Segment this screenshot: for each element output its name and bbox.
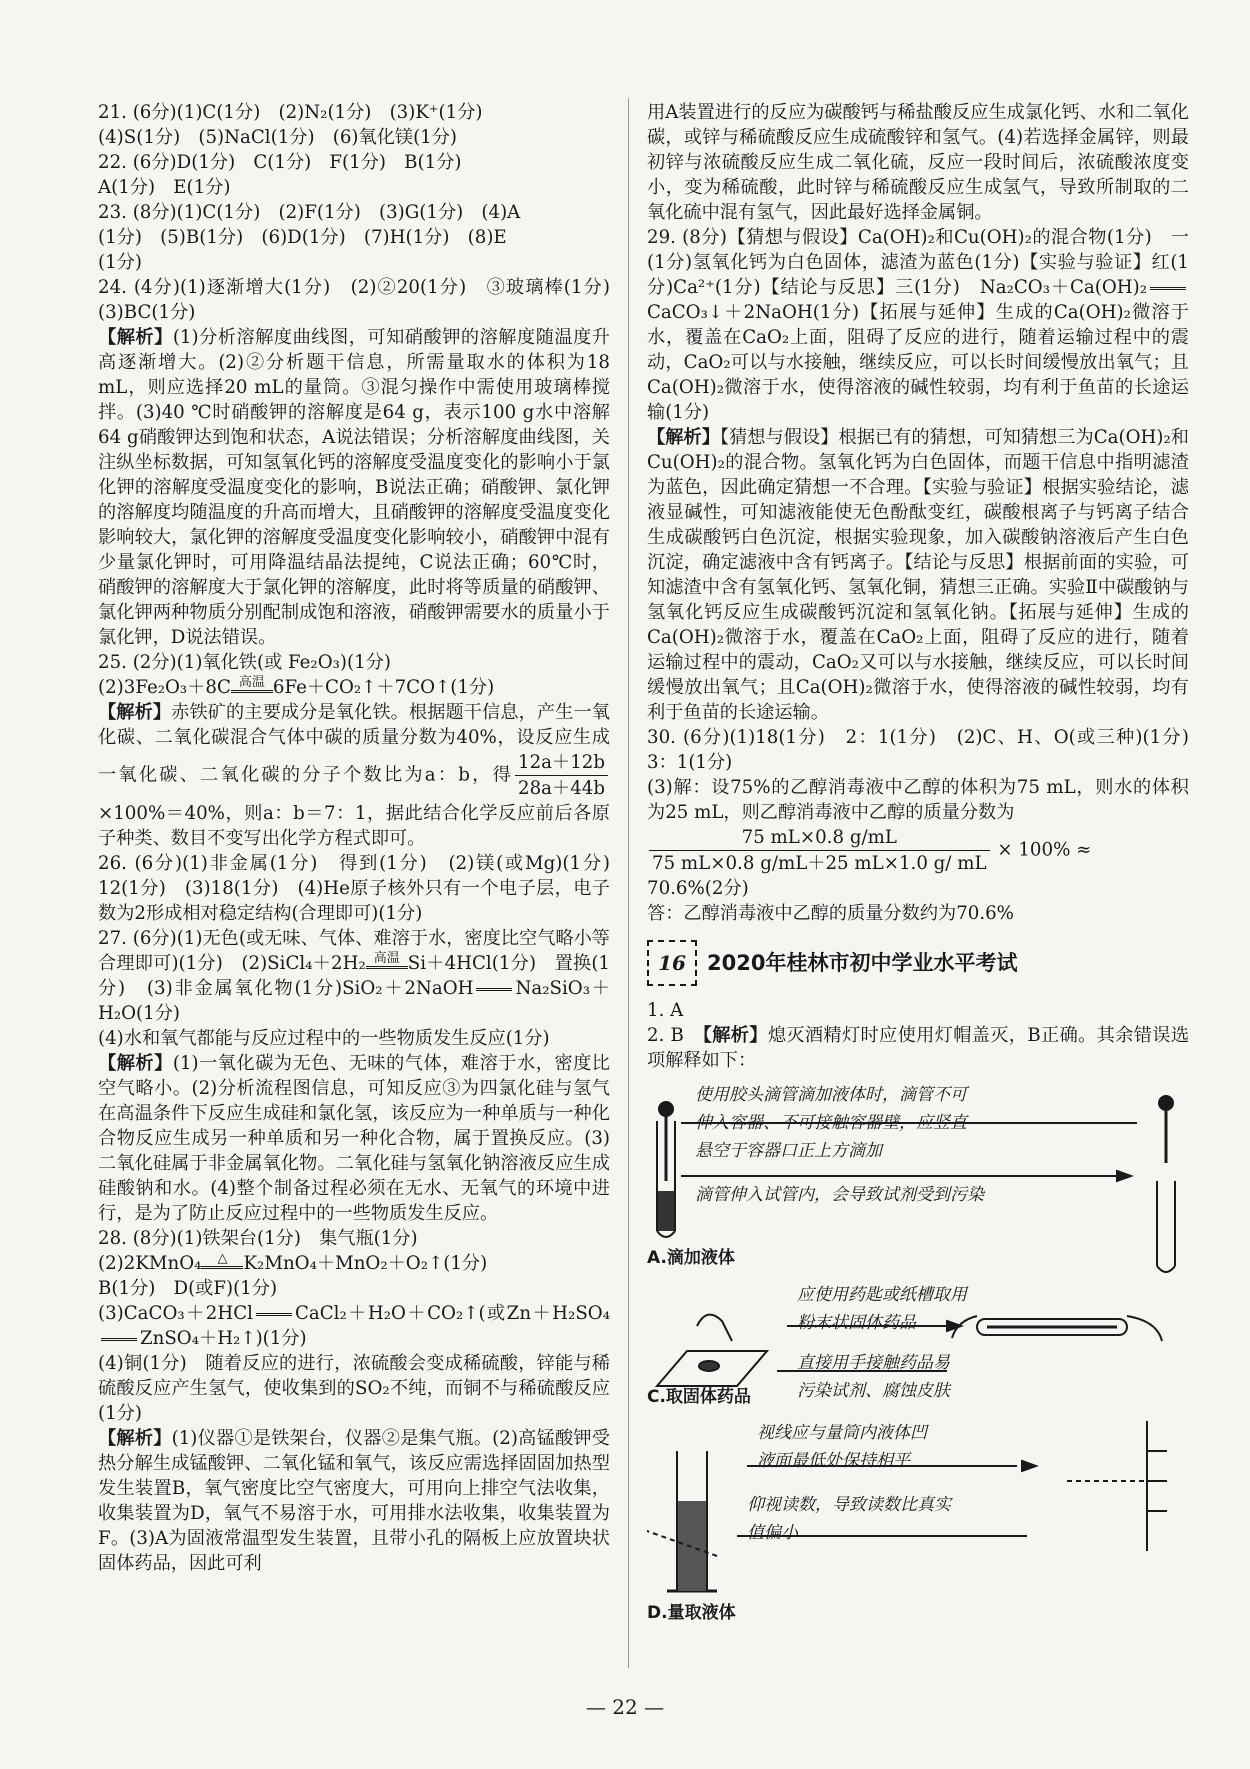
equals-sign	[101, 1338, 137, 1341]
q30-frac-den: 75 mL×0.8 g/mL＋25 mL×1.0 g/ mL	[652, 853, 987, 874]
q30-formula	[647, 825, 1189, 876]
q30-line1: 30. (6分)(1)18(1分) 2：1(1分) (2)C、H、O(或三种)(1分) 3：1(1分)	[647, 727, 1208, 773]
q25-fraction	[515, 750, 608, 801]
section-number-box: 16	[647, 940, 697, 986]
figC-wrong-l2: 污染试剂、腐蚀皮肤	[797, 1381, 950, 1401]
q24-answer: 24. (4分)(1)逐渐增大(1分) (2)②20(1分) ③玻璃棒(1分) (3)BC(1分)	[98, 277, 629, 323]
s2-answer	[647, 1023, 1189, 1073]
q29-analysis	[647, 425, 1189, 725]
figC-correct-l1: 应使用药匙或纸槽取用	[797, 1285, 967, 1305]
q27-a: 27. (6分)(1)无色(或无味、气体、难溶于水，密度比空气略小等合理即可)(1分) (2)SiCl₄＋2H₂	[98, 928, 610, 974]
q27-b: Si＋4HCl(1分) 置换(1分) (3)非金属氧化物(1分)SiO₂＋2NaOH	[98, 953, 610, 999]
q30-frac-num: 75 mL×0.8 g/mL	[649, 825, 990, 851]
figA-correct-l2: 伸入容器、不可接触容器壁，应竖直	[695, 1113, 967, 1133]
figA-wrong: 滴管伸入试管内，会导致试剂受到污染	[695, 1185, 984, 1205]
q30-answer-statement: 答：乙醇消毒液中乙醇的质量分数约为70.6%	[647, 903, 1014, 924]
q28-4b: CaCl₂＋H₂O＋CO₂↑(或Zn＋H₂SO₄	[294, 1303, 610, 1324]
q28-eq-left: (2)2KMnO₄	[98, 1253, 202, 1274]
q23-line2: (1分) (5)B(1分) (6)D(1分) (7)H(1分) (8)E	[98, 227, 507, 248]
left-column	[98, 100, 629, 1576]
q23-line1: 23. (8分)(1)C(1分) (2)F(1分) (3)G(1分) (4)A	[98, 202, 521, 223]
q28-cond-text: △	[217, 1251, 228, 1266]
s1-answer: 1. A	[647, 1000, 684, 1021]
q27-cond-text: 高温	[373, 951, 400, 966]
analysis-tag: 【解析】	[98, 327, 173, 348]
q28-analysis-text: (1)仪器①是铁架台，仪器②是集气瓶。(2)高锰酸钾受热分解生成锰酸钾、二氧化锰和氧气，该反应需选择固固加热型发生装置B，氧气密度比空气密度大，可用向上排空气法收集，收集装置为D，氧气不易溶于水，可用排水法收集，收集装置为F。(3)A为固液常温型发生装置，且带小孔的隔板上应放置块状固体药品，因此可利	[98, 1428, 610, 1574]
q27-analysis-text: (1)一氧化碳为无色、无味的气体，难溶于水，密度比空气略小。(2)分析流程图信息，可知反应③为四氯化硅与氢气在高温条件下反应生成硅和氯化氢，该反应为一种单质与一种化合物反应生成另一种单质和另一种化合物，属于置换反应。(3)二氧化硅属于非金属氧化物。二氧化硅与氢氧化钠溶液反应生成硅酸钠和水。(4)整个制备过程必须在无水、无氧气的环境中进行，是为了防止反应过程中的一些物质发生反应。	[98, 1053, 610, 1224]
q30-line2: (3)解：设75%的乙醇消毒液中乙醇的体积为75 mL，则水的体积为25 mL，则乙醇消毒液中乙醇的质量分数为	[647, 777, 1189, 823]
q28-line1: 28. (8分)(1)铁架台(1分) 集气瓶(1分)	[98, 1228, 418, 1249]
q25-condition	[231, 676, 273, 700]
q21-line2: (4)S(1分) (5)NaCl(1分) (6)氧化镁(1分)	[98, 127, 458, 148]
q28-analysis	[98, 1426, 610, 1576]
analysis-tag: 【解析】	[647, 427, 720, 448]
figA-correct-l3: 悬空于容器口正上方滴加	[695, 1141, 882, 1161]
q25-analysis	[98, 700, 610, 851]
q27-c: Na₂SiO₃＋H₂O(1分)	[98, 978, 610, 1024]
q28-line3: B(1分) D(或F)(1分)	[98, 1278, 278, 1299]
q28-equation	[98, 1251, 610, 1276]
q29-a: 29. (8分)【猜想与假设】Ca(OH)₂和Cu(OH)₂的混合物(1分) 一(1分)氢氧化钙为白色固体，滤渣为蓝色(1分)【实验与验证】红(1分)Ca²⁺(1分)【结论与反思】三(1分) Na₂CO₃＋Ca(OH)₂	[647, 227, 1189, 298]
q25-eq-right: 6Fe＋CO₂↑＋7CO↑(1分)	[272, 677, 495, 698]
q27-condition	[366, 952, 408, 976]
figA-label: A.滴加液体	[647, 1248, 735, 1268]
q23-line3: (1分)	[98, 252, 142, 273]
equals-sign	[1150, 287, 1186, 290]
section-header	[647, 940, 1189, 986]
q22-line1: 22. (6分)D(1分) C(1分) F(1分) B(1分)	[98, 152, 462, 173]
liquid-d	[678, 1501, 706, 1591]
q29-b: CaCO₃↓＋2NaOH(1分)【拓展与延伸】生成的Ca(OH)₂微溶于水，覆盖在CaO₂上面，阻碍了反应的进行，随着运输过程中的震动，CaO₂可以与水接触，继续反应，可以长时间缓慢放出氧气；且Ca(OH)₂微溶于水，使得溶液的碱性较弱，均有利于鱼苗的长途运输(1分)	[647, 302, 1189, 423]
q27-analysis	[98, 1051, 610, 1226]
figC-correct-l2: 粉末状固体药品	[797, 1313, 916, 1333]
right-column	[647, 100, 1208, 1631]
hand-sketch	[1127, 1316, 1162, 1341]
q25-frac-num: 12a＋12b	[515, 750, 608, 776]
q24-analysis	[98, 325, 610, 650]
section-title: 2020年桂林市初中学业水平考试	[707, 950, 1018, 975]
q30-fraction	[649, 825, 990, 876]
lab-operations-figure	[647, 1081, 1189, 1631]
figC-wrong-l1: 直接用手接触药品易	[797, 1353, 950, 1373]
q25-cond-text: 高温	[238, 675, 265, 690]
analysis-tag: 【解析】	[98, 1428, 172, 1449]
analysis-tag: 【解析】	[98, 702, 172, 723]
arrow-icon	[1117, 1171, 1131, 1181]
q25-frac-den: 28a＋44b	[518, 778, 605, 799]
figD-correct-l2: 液面最低处保持相平	[757, 1451, 910, 1471]
q28-condition	[201, 1252, 243, 1276]
page-number: — 22 —	[585, 1695, 665, 1719]
dropper-bulb-b	[1159, 1096, 1173, 1110]
q28-4c: ZnSO₄＋H₂↑)(1分)	[140, 1328, 307, 1349]
equals-sign	[476, 988, 512, 991]
dropper-bulb-a	[659, 1102, 673, 1116]
q30-result: 70.6%(2分)	[647, 878, 749, 899]
q25-analysis-a: 赤铁矿的主要成分是氧化铁。根据题干信息，产生一氧化碳、二氧化碳混合气体中碳的质量分数为40%，设反应生成一氧化碳、二氧化碳的分子个数比为a：b，得	[98, 702, 610, 786]
q25-analysis-b: ×100%＝40%，则a：b＝7：1，据此结合化学反应前后各原子种类、数目不变写出化学方程式即可。	[98, 803, 610, 849]
q28-analysis-cont: 用A装置进行的反应为碳酸钙与稀盐酸反应生成氯化钙、水和二氧化碳，或锌与稀硫酸反应生成硫酸锌和氢气。(4)若选择金属锌，则最初锌与浓硫酸反应生成二氧化硫，反应一段时间后，浓硫酸浓度变小，变为稀硫酸，此时锌与稀硫酸反应生成氢气，导致所制取的二氧化硫中混有氢气，因此最好选择金属铜。	[647, 102, 1189, 223]
figA-correct-l1: 使用胶头滴管滴加液体时，滴管不可	[695, 1085, 967, 1105]
figD-wrong-l1: 仰视读数，导致读数比真实	[747, 1495, 951, 1515]
figD-label: D.量取液体	[647, 1603, 736, 1623]
figC-label: C.取固体药品	[647, 1387, 751, 1407]
arrow-icon	[1022, 1461, 1036, 1471]
test-tube-a-bottom	[657, 1231, 675, 1237]
q22-line2: A(1分) E(1分)	[98, 177, 231, 198]
column-divider	[628, 98, 629, 1668]
q26-answer: 26. (6分)(1)非金属(1分) 得到(1分) (2)镁(或Mg)(1分) 12(1分) (3)18(1分) (4)He原子核外只有一个电子层，电子数为2形成相对稳定结构(合理即可)(1分)	[98, 853, 629, 924]
s2-a: 2. B	[647, 1025, 703, 1046]
q28-line4	[98, 1301, 610, 1351]
figD-wrong-l2: 值偏小	[747, 1523, 798, 1543]
equals-sign	[256, 1313, 292, 1316]
equals-sign	[201, 1266, 243, 1269]
q27-answer	[98, 926, 610, 1026]
q29-answer	[647, 225, 1189, 425]
q21-line1: 21. (6分)(1)C(1分) (2)N₂(1分) (3)K⁺(1分)	[98, 102, 483, 123]
q30-frac-tail: × 100% ≈	[997, 839, 1092, 861]
q27-line4: (4)水和氧气都能与反应过程中的一些物质发生反应(1分)	[98, 1028, 550, 1049]
figD-correct-l1: 视线应与量筒内液体凹	[757, 1423, 927, 1443]
equals-sign	[366, 966, 408, 969]
analysis-tag: 【解析】	[98, 1053, 173, 1074]
q28-4a: (3)CaCO₃＋2HCl	[98, 1303, 253, 1324]
q25-line1: 25. (2分)(1)氧化铁(或 Fe₂O₃)(1分)	[98, 652, 391, 673]
analysis-tag: 【解析】	[702, 1025, 768, 1046]
equals-sign	[231, 690, 273, 693]
s2-b: 熄灭酒精灯时应使用灯帽盖灭，B正确。其余错误选项解释如下：	[647, 1025, 1190, 1071]
liquid-a	[658, 1191, 674, 1231]
test-tube-b-bottom	[1157, 1266, 1175, 1272]
q25-equation	[98, 675, 610, 700]
q28-eq-right: K₂MnO₄＋MnO₂＋O₂↑(1分)	[243, 1253, 488, 1274]
q28-line5: (4)铜(1分) 随着反应的进行，浓硫酸会变成稀硫酸，锌能与稀硫酸反应产生氢气，使收集到的SO₂不纯，而铜不与稀硫酸反应(1分)	[98, 1353, 610, 1424]
q25-eq-left: (2)3Fe₂O₃＋8C	[98, 677, 231, 698]
q24-analysis-text: (1)分析溶解度曲线图，可知硝酸钾的溶解度随温度升高逐渐增大。(2)②分析题干信息，所需量取水的体积为18 mL，则应选择20 mL的量筒。③混匀操作中需使用玻璃棒搅拌。(3)40 ℃时硝酸钾的溶解度是64 g，表示100 g水中溶解64 g硝酸钾达到饱和状态，A说法错误；分析溶解度曲线图，关注纵坐标数据，可知氢氧化钙的溶解度受温度变化的影响小于氯化钾的溶解度受温度变化的影响，B说法正确；硝酸钾、氯化钾的溶解度均随温度的升高而增大，且硝酸钾的溶解度受温度变化影响较大，氯化钾的溶解度受温度变化影响较小，硝酸钾中混有少量氯化钾时，可用降温结晶法提纯，C说法正确；60℃时，硝酸钾的溶解度大于氯化钾的溶解度，此时将等质量的硝酸钾、氯化钾两种物质分别配制成饱和溶液，硝酸钾需要水的质量小于氯化钾，D说法错误。	[98, 327, 610, 648]
hand-sketch	[697, 1315, 732, 1341]
q29-analysis-text: 【猜想与假设】根据已有的猜想，可知猜想三为Ca(OH)₂和Cu(OH)₂的混合物。氢氧化钙为白色固体，而题干信息中指明滤渣为蓝色，因此确定猜想一不合理。【实验与验证】根据实验结论，滤液显碱性，可知滤液能使无色酚酞变红，碳酸根离子与钙离子结合生成碳酸钙白色沉淀，根据实验现象，加入碳酸钠溶液后产生白色沉淀，确定滤液中含有钙离子。【结论与反思】根据前面的实验，可知滤渣中含有氢氧化钙、氢氧化铜，猜想三正确。实验Ⅱ中碳酸钠与氢氧化钙反应生成碳酸钙沉淀和氢氧化钠。【拓展与延伸】生成的Ca(OH)₂微溶于水，覆盖在CaO₂上面，阻碍了反应的进行，随着运输过程中的震动，CaO₂又可以与水接触，继续反应，可以长时间缓慢放出氧气；且Ca(OH)₂微溶于水，使得溶液的碱性较弱，均有利于鱼苗的长途运输。	[647, 427, 1189, 723]
powder-pile	[699, 1361, 719, 1371]
